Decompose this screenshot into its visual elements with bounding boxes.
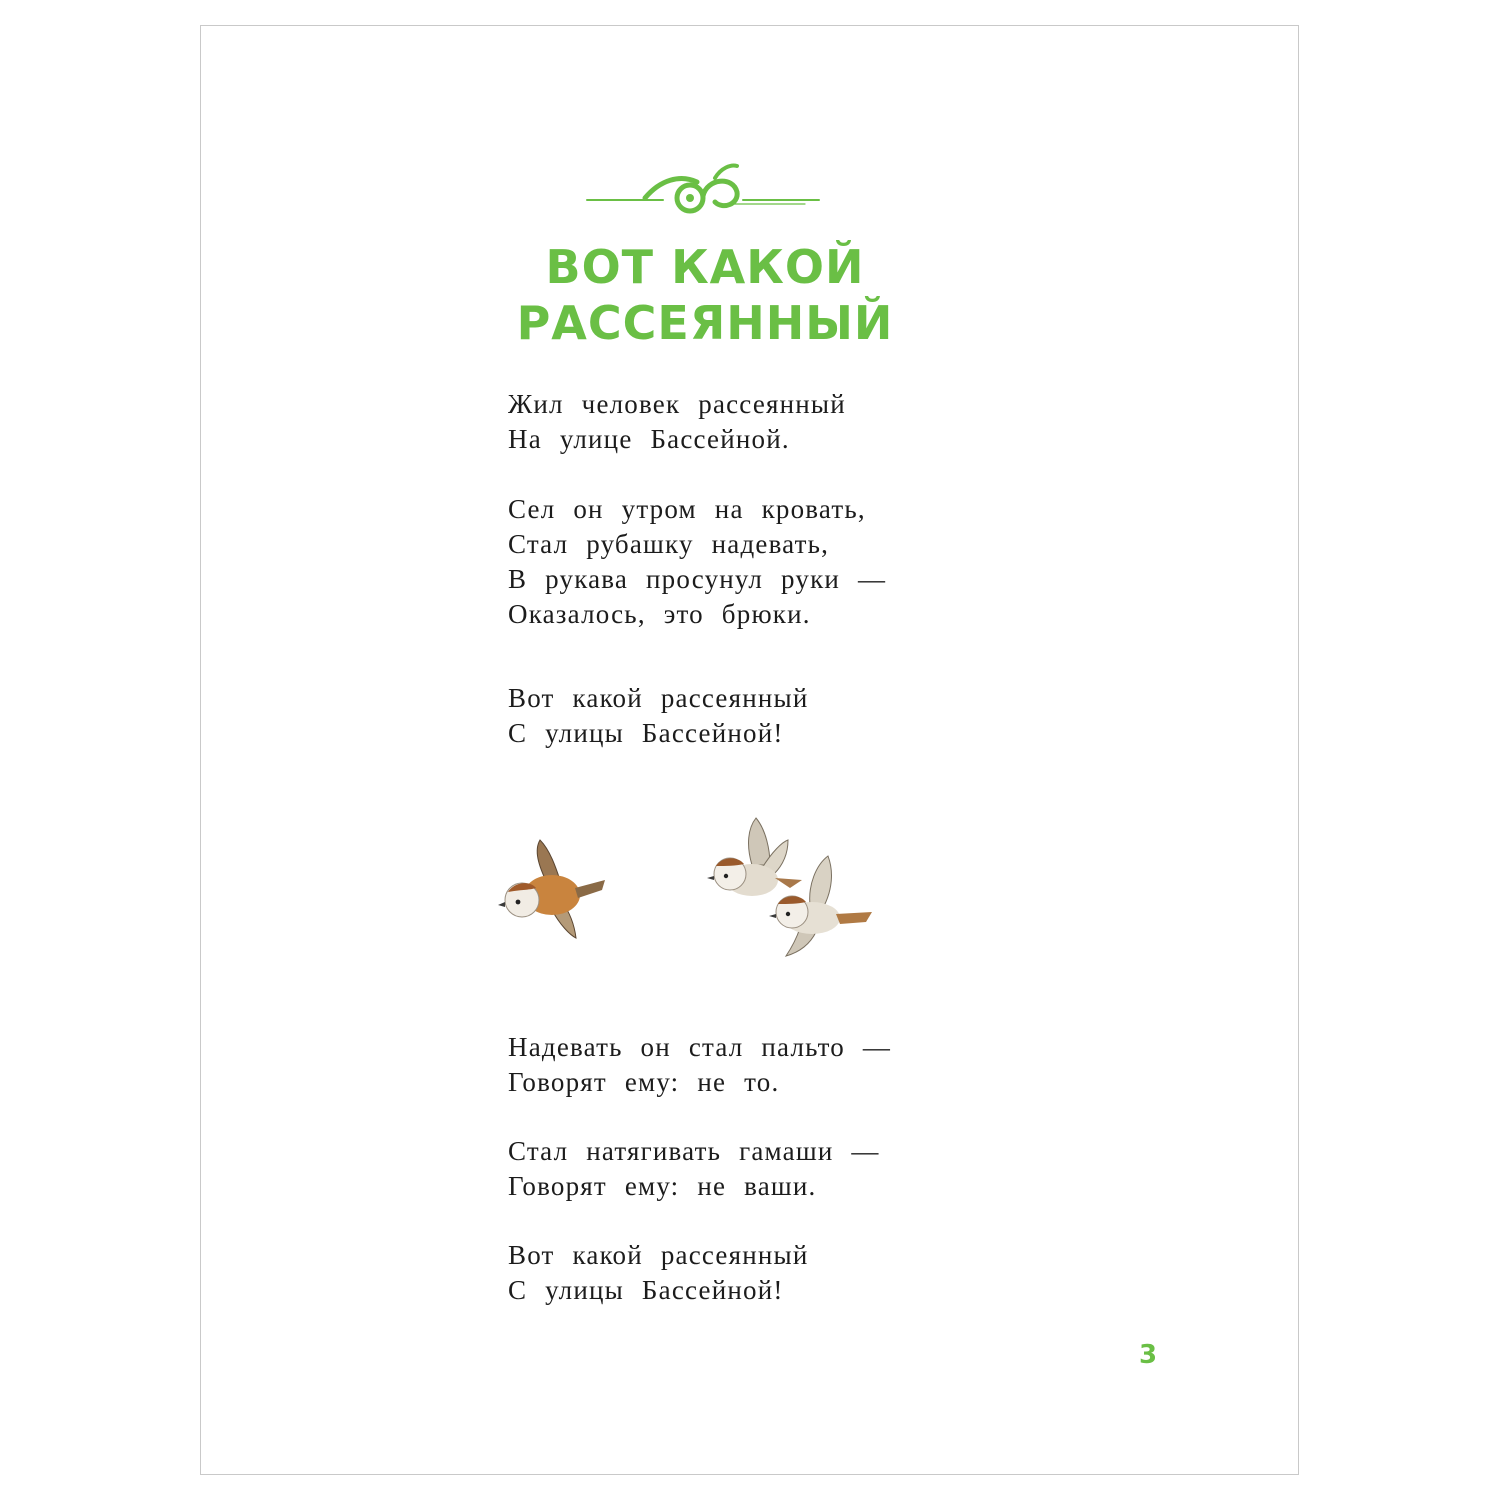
poem-line: Сел он утром на кровать, [508,494,866,524]
swirl-ornament-icon [585,160,821,220]
poem-line: С улицы Бассейной! [508,1275,784,1305]
poem-line: Оказалось, это брюки. [508,599,811,629]
poem-line: Говорят ему: не то. [508,1067,780,1097]
poem-line: Вот какой рассеянный [508,1240,809,1270]
poem-line: Надевать он стал пальто — [508,1032,892,1062]
stanza-1 [508,387,846,457]
sparrow-icon [498,840,605,938]
poem-line: Жил человек рассеянный [508,389,846,419]
sparrow-icon [769,856,872,956]
poem-line: Говорят ему: не ваши. [508,1171,817,1201]
poem-line: Вот какой рассеянный [508,683,809,713]
stanza-2 [508,492,886,632]
poem-title-line-2: РАССЕЯННЫЙ [516,296,894,350]
poem-line: Стал рубашку надевать, [508,529,830,559]
stanza-6-refrain [508,1238,809,1308]
poem-line: С улицы Бассейной! [508,718,784,748]
page-number: 3 [1138,1340,1158,1370]
stanza-4 [508,1030,891,1100]
stanza-5 [508,1134,880,1204]
poem-title-line-1: ВОТ КАКОЙ [545,240,865,294]
poem-line: На улице Бассейной. [508,424,790,454]
stanza-3-refrain [508,681,809,751]
sparrow-icon [707,818,802,896]
flying-sparrows-illustration [490,810,890,970]
poem-line: В рукава просунул руки — [508,564,887,594]
poem-line: Стал натягивать гамаши — [508,1136,880,1166]
